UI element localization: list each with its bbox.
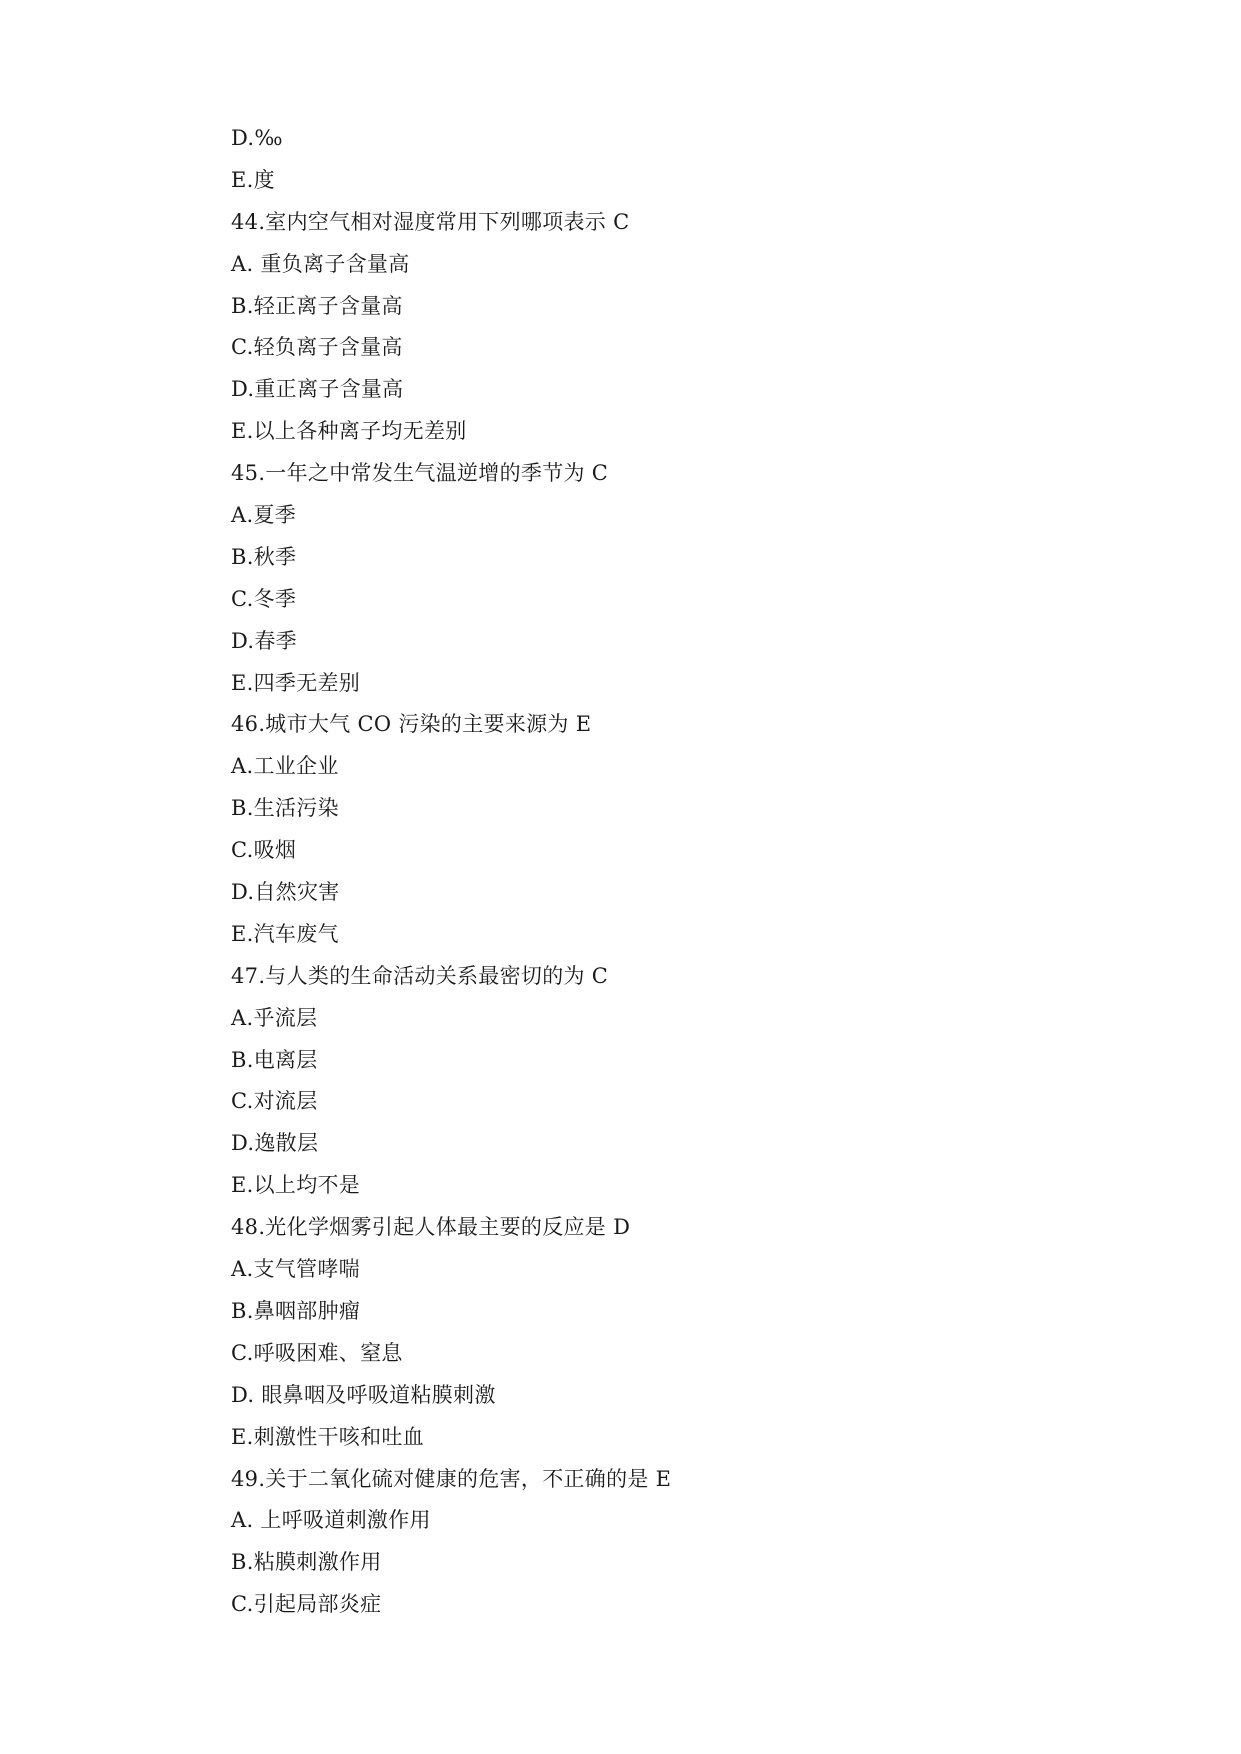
question-47: 47.与人类的生命活动关系最密切的为 C (231, 963, 609, 988)
option-line: D.春季 (231, 628, 297, 653)
option-line: D.‰ (231, 126, 283, 150)
option-line: A. 重负离子含量高 (231, 251, 410, 276)
question-49: 49.关于二氧化硫对健康的危害，不正确的是 E (231, 1466, 672, 1491)
option-line: A.夏季 (231, 503, 297, 528)
option-line: B.电离层 (231, 1047, 318, 1072)
option-line: A.支气管哮喘 (231, 1257, 360, 1282)
option-line: B.鼻咽部肿瘤 (231, 1298, 361, 1323)
option-line: D. 眼鼻咽及呼吸道粘膜刺激 (231, 1382, 496, 1407)
option-line: E.刺激性干咳和吐血 (231, 1424, 425, 1449)
option-line: B.秋季 (231, 544, 297, 569)
question-45: 45.一年之中常发生气温逆增的季节为 C (231, 461, 609, 486)
option-line: A.乎流层 (231, 1005, 318, 1030)
option-line: B.生活污染 (231, 796, 339, 821)
document-body (231, 118, 1131, 1626)
option-line: E.以上各种离子均无差别 (231, 419, 467, 444)
option-line: C.对流层 (231, 1089, 318, 1114)
question-44: 44.室内空气相对湿度常用下列哪项表示 C (231, 209, 630, 234)
option-line: C.冬季 (231, 586, 297, 611)
option-line: B.轻正离子含量高 (231, 293, 403, 318)
question-48: 48.光化学烟雾引起人体最主要的反应是 D (231, 1215, 631, 1240)
option-line: C.轻负离子含量高 (231, 335, 403, 360)
question-46: 46.城市大气 CO 污染的主要来源为 E (231, 712, 592, 737)
option-line: D.自然灾害 (231, 880, 340, 905)
option-line: E.以上均不是 (231, 1173, 361, 1198)
option-line: E.度 (231, 167, 275, 192)
option-line: A. 上呼吸道刺激作用 (231, 1508, 431, 1533)
option-line: D.逸散层 (231, 1131, 319, 1156)
option-line: E.汽车废气 (231, 921, 339, 946)
option-line: A.工业企业 (231, 754, 339, 779)
option-line: C.呼吸困难、窒息 (231, 1340, 403, 1365)
option-line: D.重正离子含量高 (231, 377, 404, 402)
option-line: B.粘膜刺激作用 (231, 1550, 382, 1575)
option-line: C.引起局部炎症 (231, 1592, 382, 1617)
option-line: C.吸烟 (231, 838, 297, 863)
option-line: E.四季无差别 (231, 670, 361, 695)
